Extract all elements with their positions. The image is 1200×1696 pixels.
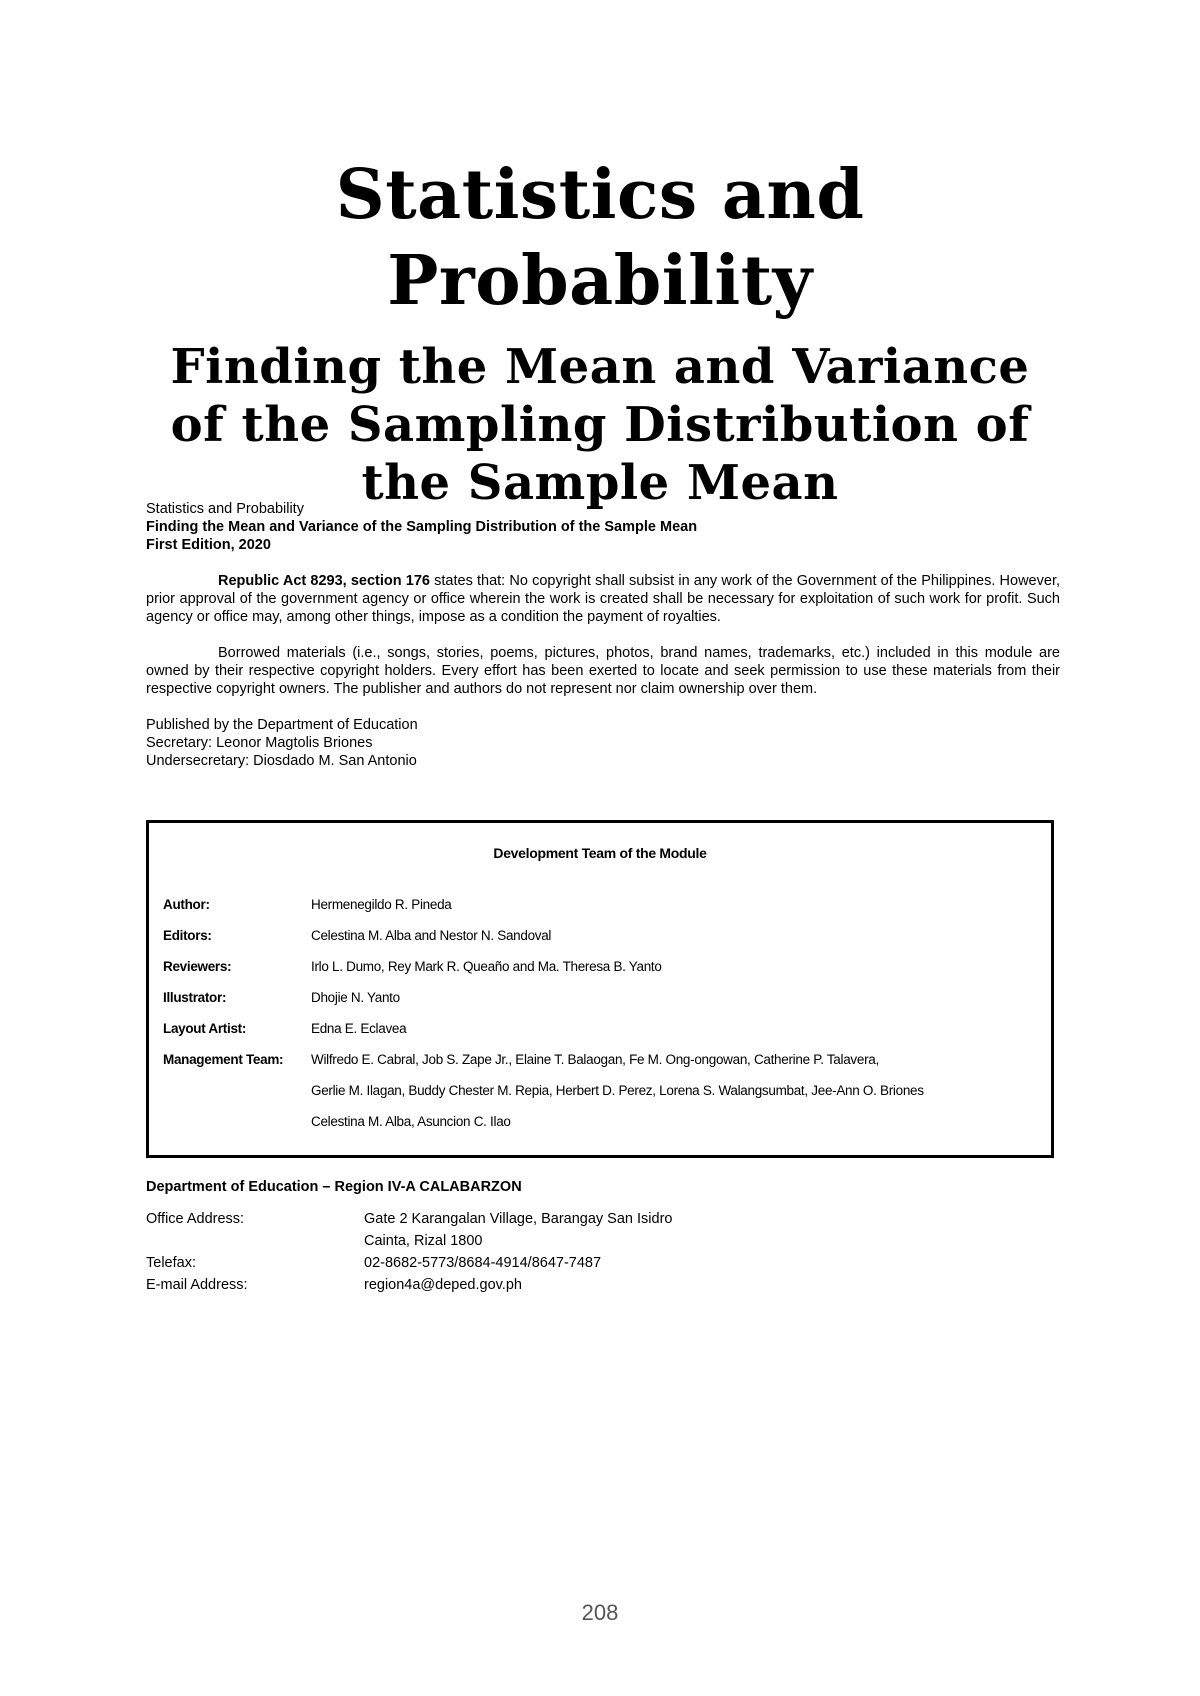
team-row-management-cont (163, 1114, 1043, 1144)
telefax-label: Telefax: (146, 1255, 196, 1271)
copyright-text: states that: No copyright shall subsist in any work of the Government of the Philippines. However, prior approval of the government agency or office wherein the work is created shall be necessary for exploitation of such work for profit. Such agency or office may, among other things, impose as a condition the payment of royalties. (146, 573, 1060, 625)
team-row-management (163, 1052, 1043, 1082)
office-info (146, 1176, 1060, 1296)
telefax-row (146, 1252, 1060, 1274)
team-row-reviewers (163, 959, 1043, 989)
telefax-value: 02-8682-5773/8684-4914/8647-7487 (364, 1255, 602, 1271)
copyright-lead: Republic Act 8293, section 176 (218, 573, 430, 589)
edition: First Edition, 2020 (146, 537, 271, 553)
secretary: Secretary: Leonor Magtolis Briones (146, 735, 373, 751)
email-label: E-mail Address: (146, 1277, 248, 1293)
role-names: Celestina M. Alba, Asuncion C. Ilao (311, 1114, 511, 1129)
role-names: Wilfredo E. Cabral, Job S. Zape Jr., Elaine T. Balaogan, Fe M. Ong-ongowan, Catherine P. Talavera, (311, 1052, 879, 1067)
team-row-illustrator (163, 990, 1043, 1020)
cover-title (100, 152, 1100, 512)
role-label: Reviewers: (163, 959, 232, 974)
role-label: Editors: (163, 928, 212, 943)
team-row-author (163, 897, 1043, 927)
office-address-label: Office Address: (146, 1211, 245, 1227)
role-names: Dhojie N. Yanto (311, 990, 400, 1005)
role-label: Management Team: (163, 1052, 284, 1067)
email-row (146, 1274, 1060, 1296)
copyright-page-body (146, 500, 1060, 770)
role-names: Edna E. Eclavea (311, 1021, 407, 1036)
title-line-1: Statistics and (335, 155, 865, 235)
borrowed-materials-notice (146, 644, 1060, 698)
office-address-line-1: Gate 2 Karangalan Village, Barangay San Isidro (364, 1211, 673, 1227)
team-row-layout-artist (163, 1021, 1043, 1051)
module-title: Finding the Mean and Variance of the Sampling Distribution of the Sample Mean (146, 519, 698, 535)
copyright-notice (146, 572, 1060, 626)
borrowed-text: Borrowed materials (i.e., songs, stories, poems, pictures, photos, brand names, trademarks, etc.) included in this module are owned by their respective copyright holders. Every effort has been exerted to locate and seek permission to use these materials from their respective copyright owners. The publisher and authors do not represent nor claim ownership over them. (146, 645, 1060, 697)
office-address-row (146, 1208, 1060, 1230)
role-label: Author: (163, 897, 210, 912)
subject-name: Statistics and Probability (146, 501, 304, 517)
title-line-2: Probability (387, 241, 813, 321)
role-label: Layout Artist: (163, 1021, 247, 1036)
subtitle-line-3: the Sample Mean (361, 455, 839, 511)
team-title: Development Team of the Module (493, 845, 707, 861)
subtitle-line-2: of the Sampling Distribution of (170, 397, 1030, 453)
role-names: Hermenegildo R. Pineda (311, 897, 452, 912)
office-title: Department of Education – Region IV-A CALABARZON (146, 1179, 522, 1195)
published-by: Published by the Department of Education (146, 717, 418, 733)
page-number: 208 (581, 1600, 619, 1625)
team-row-management-cont (163, 1083, 1043, 1113)
development-team-box (146, 820, 1054, 1158)
office-address-row-2 (146, 1230, 1060, 1252)
undersecretary: Undersecretary: Diosdado M. San Antonio (146, 753, 417, 769)
email-value: region4a@deped.gov.ph (364, 1277, 522, 1293)
role-names: Irlo L. Dumo, Rey Mark R. Queaño and Ma. Theresa B. Yanto (311, 959, 662, 974)
role-names: Gerlie M. Ilagan, Buddy Chester M. Repia, Herbert D. Perez, Lorena S. Walangsumbat, Jee-Ann O. Briones (311, 1083, 924, 1098)
role-names: Celestina M. Alba and Nestor N. Sandoval (311, 928, 552, 943)
team-row-editors (163, 928, 1043, 958)
subtitle-line-1: Finding the Mean and Variance (170, 339, 1030, 395)
office-address-line-2: Cainta, Rizal 1800 (364, 1233, 483, 1249)
role-label: Illustrator: (163, 990, 227, 1005)
